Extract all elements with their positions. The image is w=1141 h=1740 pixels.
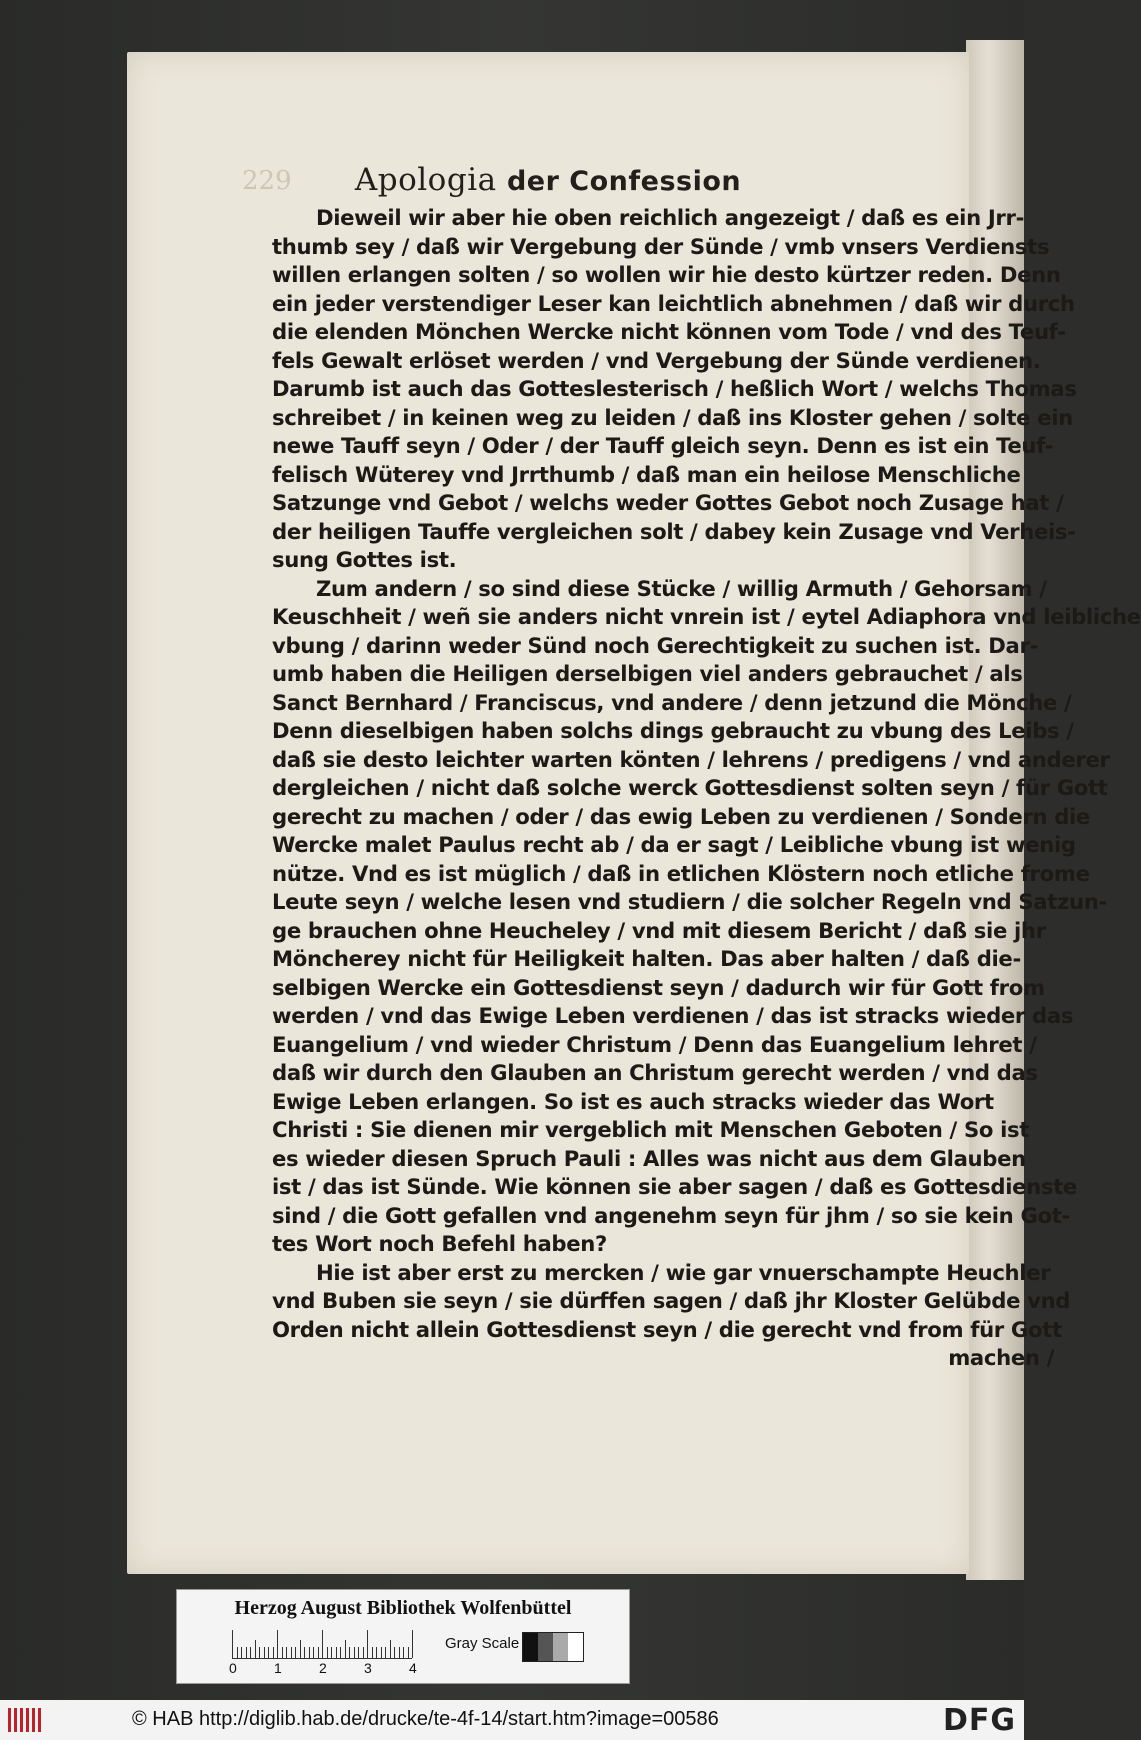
text-line: vnd Buben sie seyn / sie dürffen sagen / daß jhr Kloster Gelübde vnd [272,1288,1071,1313]
text-line: Zum andern / so sind diese Stücke / willig Armuth / Gehorsam / [316,575,1047,601]
ruler-tick [286,1647,287,1658]
ruler-tick [237,1647,238,1658]
text-line: thumb sey / daß wir Vergebung der Sünde / vmb vnsers Verdiensts [272,233,1050,259]
ruler-tick [399,1647,400,1658]
ruler-tick [300,1640,301,1658]
text-line: fels Gewalt erlöset werden / vnd Vergebung der Sünde verdienen. [272,347,1041,373]
text-line: nütze. Vnd es ist müglich / daß in etlichen Klöstern noch etliche frome [272,860,1090,886]
text-line: newe Tauff seyn / Oder / der Tauff gleich seyn. Denn es ist ein Teuf- [272,433,1054,458]
text-line: der heiligen Tauffe vergleichen solt / dabey kein Zusage vnd Verheis- [272,518,1076,544]
text-line: die elenden Mönchen Wercke nicht können vom Tode / vnd des Teuf- [272,319,1066,344]
text-line: vbung / darinn weder Sünd noch Gerechtigkeit zu suchen ist. Dar- [272,632,1039,658]
text-line: gerecht zu machen / oder / das ewig Leben zu verdienen / Sondern die [272,803,1090,829]
text-line: sind / die Gott gefallen vnd angenehm seyn für jhm / so sie kein Got- [272,1202,1070,1228]
ruler-tick [376,1647,377,1658]
text-line: werden / vnd das Ewige Leben verdienen / das ist stracks wieder das [272,1003,1074,1028]
ruler-tick [354,1647,355,1658]
footer-bar [0,1700,1024,1740]
grayscale-label: Gray Scale [445,1635,520,1652]
ruler-tick [322,1630,323,1658]
ruler-tick [264,1647,265,1658]
body-text [272,204,1141,1373]
ruler-tick [255,1640,256,1658]
ruler-tick [241,1647,242,1658]
text-line: ein jeder verstendiger Leser kan leichtlich abnehmen / daß wir durch [272,290,1075,316]
ruler-tick [313,1647,314,1658]
ruler-tick [385,1647,386,1658]
ruler-numbers [229,1660,429,1680]
text-line: Christi : Sie dienen mir vergeblich mit Menschen Geboten / So ist [272,1117,1030,1142]
hab-logo-icon [8,1708,46,1732]
bleed-through-page-number: 229 [242,166,292,196]
header-fraktur: der Confession [506,166,742,197]
ruler-tick [295,1647,296,1658]
ruler-tick [309,1647,310,1658]
ruler-tick [259,1647,260,1658]
running-header [127,162,969,198]
ruler-tick [232,1630,233,1658]
ruler-number: 3 [364,1660,372,1676]
text-line: Satzunge vnd Gebot / welchs weder Gottes Gebot noch Zusage hat / [272,490,1064,515]
text-line: felisch Wüterey vnd Jrrthumb / daß man ein heilose Menschliche [272,461,1021,487]
ruler-tick [268,1647,269,1658]
text-line: schreibet / in keinen weg zu leiden / daß ins Kloster gehen / solte ein [272,404,1073,430]
text-line: Möncherey nicht für Heiligkeit halten. Das aber halten / daß die- [272,946,1021,971]
grayscale-swatch [522,1632,584,1662]
ruler-number: 2 [319,1660,327,1676]
ruler-number: 1 [274,1660,282,1676]
ruler-number: 4 [409,1660,417,1676]
text-line: es wieder diesen Spruch Pauli : Alles was nicht aus dem Glauben [272,1145,1026,1171]
ruler-tick [291,1647,292,1658]
library-name: Herzog August Bibliothek Wolfenbüttel [234,1597,572,1619]
ruler-tick [277,1630,278,1658]
text-line: daß sie desto leichter warten könten / lehrens / predigens / vnd anderer [272,746,1110,772]
ruler-tick [408,1647,409,1658]
text-line: umb haben die Heiligen derselbigen viel anders gebrauchet / als [272,661,1023,686]
text-line: Hie ist aber erst zu mercken / wie gar vnuerschampte Heuchler [316,1259,1051,1285]
ruler-tick [363,1647,364,1658]
catchword: machen / [948,1345,1054,1370]
color-reference-card [176,1589,630,1684]
ruler-tick [327,1647,328,1658]
ruler-tick [304,1647,305,1658]
text-line: Leute seyn / welche lesen vnd studiern / die solcher Regeln vnd Satzun- [272,889,1107,914]
scale-ruler [232,1630,412,1659]
dfg-logo: DFG [942,1703,1016,1738]
ruler-tick [349,1647,350,1658]
text-line: Denn dieselbigen haben solchs dings gebraucht zu vbung des Leibs / [272,718,1074,743]
source-url-link[interactable]: © HAB http://diglib.hab.de/drucke/te-4f-14/start.htm?image=00586 [132,1708,719,1730]
ruler-tick [367,1630,368,1658]
text-line: ist / das ist Sünde. Wie können sie aber sagen / daß es Gottesdienste [272,1174,1077,1199]
text-line: Ewige Leben erlangen. So ist es auch stracks wieder das Wort [272,1088,994,1114]
text-line: willen erlangen solten / so wollen wir hie desto kürtzer reden. Denn [272,262,1061,287]
book-page [127,52,1141,1574]
text-line: Dieweil wir aber hie oben reichlich angezeigt / daß es ein Jrr- [316,205,1025,230]
ruler-tick [345,1640,346,1658]
ruler-tick [394,1647,395,1658]
text-line: sung Gottes ist. [272,547,457,572]
text-line: tes Wort noch Befehl haben? [272,1231,607,1256]
text-line: Wercke malet Paulus recht ab / da er sagt / Leibliche vbung ist wenig [272,832,1076,857]
text-line: Sanct Bernhard / Franciscus, vnd andere / denn jetzund die Mönche / [272,689,1072,715]
ruler-tick [358,1647,359,1658]
ruler-number: 0 [229,1660,237,1676]
text-line: Orden nicht allein Gottesdienst seyn / die gerecht vnd from für Gott [272,1316,1062,1342]
ruler-tick [250,1647,251,1658]
text-line: Keuschheit / weñ sie anders nicht vnrein ist / eytel Adiaphora vnd leibliche [272,604,1141,629]
text-line: Darumb ist auch das Gotteslesterisch / heßlich Wort / welchs Thomas [272,376,1077,401]
ruler-tick [331,1647,332,1658]
ruler-tick [282,1647,283,1658]
text-line: selbigen Wercke ein Gottesdienst seyn / dadurch wir für Gott from [272,974,1045,1000]
ruler-tick [403,1647,404,1658]
ruler-tick [412,1630,413,1658]
ruler-tick [246,1647,247,1658]
text-line: ge brauchen ohne Heucheley / vnd mit diesem Bericht / daß sie jhr [272,917,1046,943]
text-line: daß wir durch den Glauben an Christum gerecht werden / vnd das [272,1060,1038,1085]
text-line: dergleichen / nicht daß solche werck Gottesdienst solten seyn / für Gott [272,775,1108,800]
ruler-tick [273,1647,274,1658]
ruler-tick [390,1640,391,1658]
header-roman: Apologia [354,162,497,198]
ruler-tick [318,1647,319,1658]
ruler-tick [381,1647,382,1658]
ruler-tick [340,1647,341,1658]
ruler-tick [336,1647,337,1658]
text-line: Euangelium / vnd wieder Christum / Denn das Euangelium lehret / [272,1031,1037,1057]
ruler-tick [372,1647,373,1658]
